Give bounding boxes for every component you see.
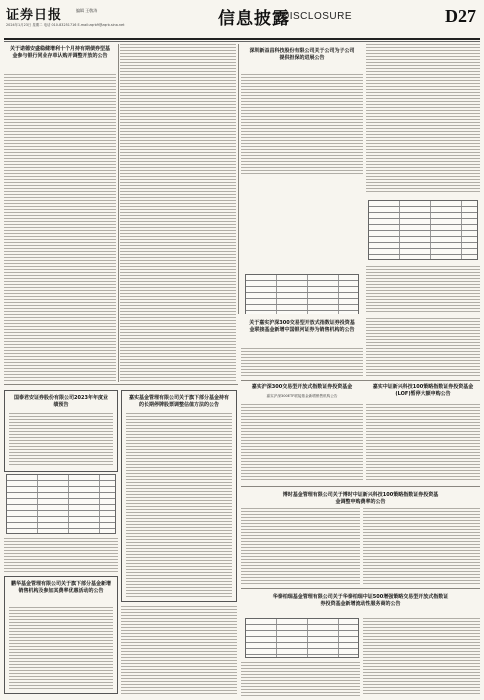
- masthead-info: 2024年1月23日 星期二 电话 010-83251716 E-mail:zqrb9@zqrb.sina.net: [6, 23, 125, 27]
- article-2-col2-table: [368, 200, 478, 260]
- column-rule: [238, 44, 239, 314]
- article-7-title: 嘉实中证新兴科技100策略指数证券投资基金(LOF)暂停大额申购公告: [372, 384, 474, 397]
- article-2-col2-body: [366, 44, 480, 194]
- article-11-title: 华泰柏瑞基金管理有限公司关于华泰柏瑞中证500增强策略交易型开放式指数证券投资基金新增流动性服务商的公告: [272, 594, 449, 607]
- masthead-rule: [4, 38, 480, 40]
- article-1-continued-body: [4, 302, 116, 382]
- section-title-en: DISCLOSURE: [282, 11, 353, 22]
- article-3: [4, 390, 118, 472]
- article-1-col2-body: [120, 44, 236, 382]
- article-5-body: [241, 348, 363, 378]
- article-11: [241, 592, 480, 696]
- article-6-body: [241, 404, 363, 482]
- article-11-body-right: [363, 618, 480, 696]
- article-2-title: 深圳新益昌科技股份有限公司关于公司为子公司提供担保的进展公告: [249, 48, 355, 61]
- row-rule: [241, 486, 480, 487]
- article-6: [241, 382, 363, 482]
- article-10: [121, 606, 237, 694]
- article-1-body: [4, 74, 116, 300]
- article-1-continued: [4, 302, 116, 382]
- article-8-title: 博时基金管理有限公司关于博时中证新兴科技100策略指数证券投资基金调整申购费率的公告: [282, 492, 439, 505]
- article-10-body: [121, 606, 237, 694]
- masthead-rule-thin: [4, 41, 480, 42]
- article-9-body: [9, 607, 113, 689]
- row-rule: [241, 380, 480, 381]
- row-rule: [4, 384, 238, 385]
- article-4: [121, 390, 237, 602]
- article-4-body: [126, 413, 232, 597]
- article-2-body-top: [241, 74, 363, 174]
- article-11-body-left: [241, 662, 360, 696]
- newspaper-logo: 证券日报: [6, 8, 63, 23]
- article-2-col2-body-bottom: [366, 266, 480, 314]
- article-8-body-right: [363, 508, 480, 584]
- article-6-sub: 嘉实沪深300ETF联接基金新增销售机构公告: [266, 393, 338, 398]
- article-1: [4, 44, 116, 300]
- article-1-col2: [120, 44, 236, 382]
- article-8: [241, 490, 480, 584]
- row-rule: [241, 588, 480, 589]
- article-7-body: [366, 404, 480, 482]
- article-4-title: 嘉实基金管理有限公司关于旗下部分基金持有的长期停牌股票调整估值方法的公告: [128, 395, 229, 408]
- article-6-title: 嘉实沪深300交易型开放式指数证券投资基金: [251, 384, 353, 390]
- article-5-col2-body: [366, 318, 480, 378]
- article-5-col2: [366, 318, 480, 378]
- article-5-title: 关于嘉实沪深300交易型开放式指数证券投资基金联接基金新增中国银河证券为销售机构的公告: [249, 320, 355, 333]
- article-2-table: [245, 274, 359, 314]
- article-3-body: [9, 413, 113, 467]
- article-7: [366, 382, 480, 482]
- article-5: [241, 318, 363, 378]
- article-8-body-left: [241, 508, 360, 584]
- article-1-title: 关于诺德安盛稳健增利十个月持有期债券型基金参与银行同业存单认购并调整开放的公告: [10, 46, 111, 59]
- section-title: 信息披露: [218, 9, 290, 29]
- column-rule: [118, 44, 119, 382]
- article-3-body-bottom: [4, 538, 118, 572]
- article-9: [4, 576, 118, 694]
- article-3-table: [6, 474, 116, 534]
- article-2: [241, 44, 363, 314]
- article-11-table: [245, 618, 359, 658]
- page-number: D27: [445, 6, 476, 26]
- article-3-title: 国泰君安证券股份有限公司2023年年度业绩预告: [14, 395, 108, 408]
- masthead: [4, 2, 480, 40]
- editor-credit: 编辑 王敬涛: [76, 8, 98, 13]
- article-2-col2: [366, 44, 480, 314]
- article-9-title: 鹏华基金管理有限公司关于旗下部分基金新增销售机构及参加其费率优惠活动的公告: [11, 581, 112, 594]
- article-3-table-area: [4, 474, 118, 572]
